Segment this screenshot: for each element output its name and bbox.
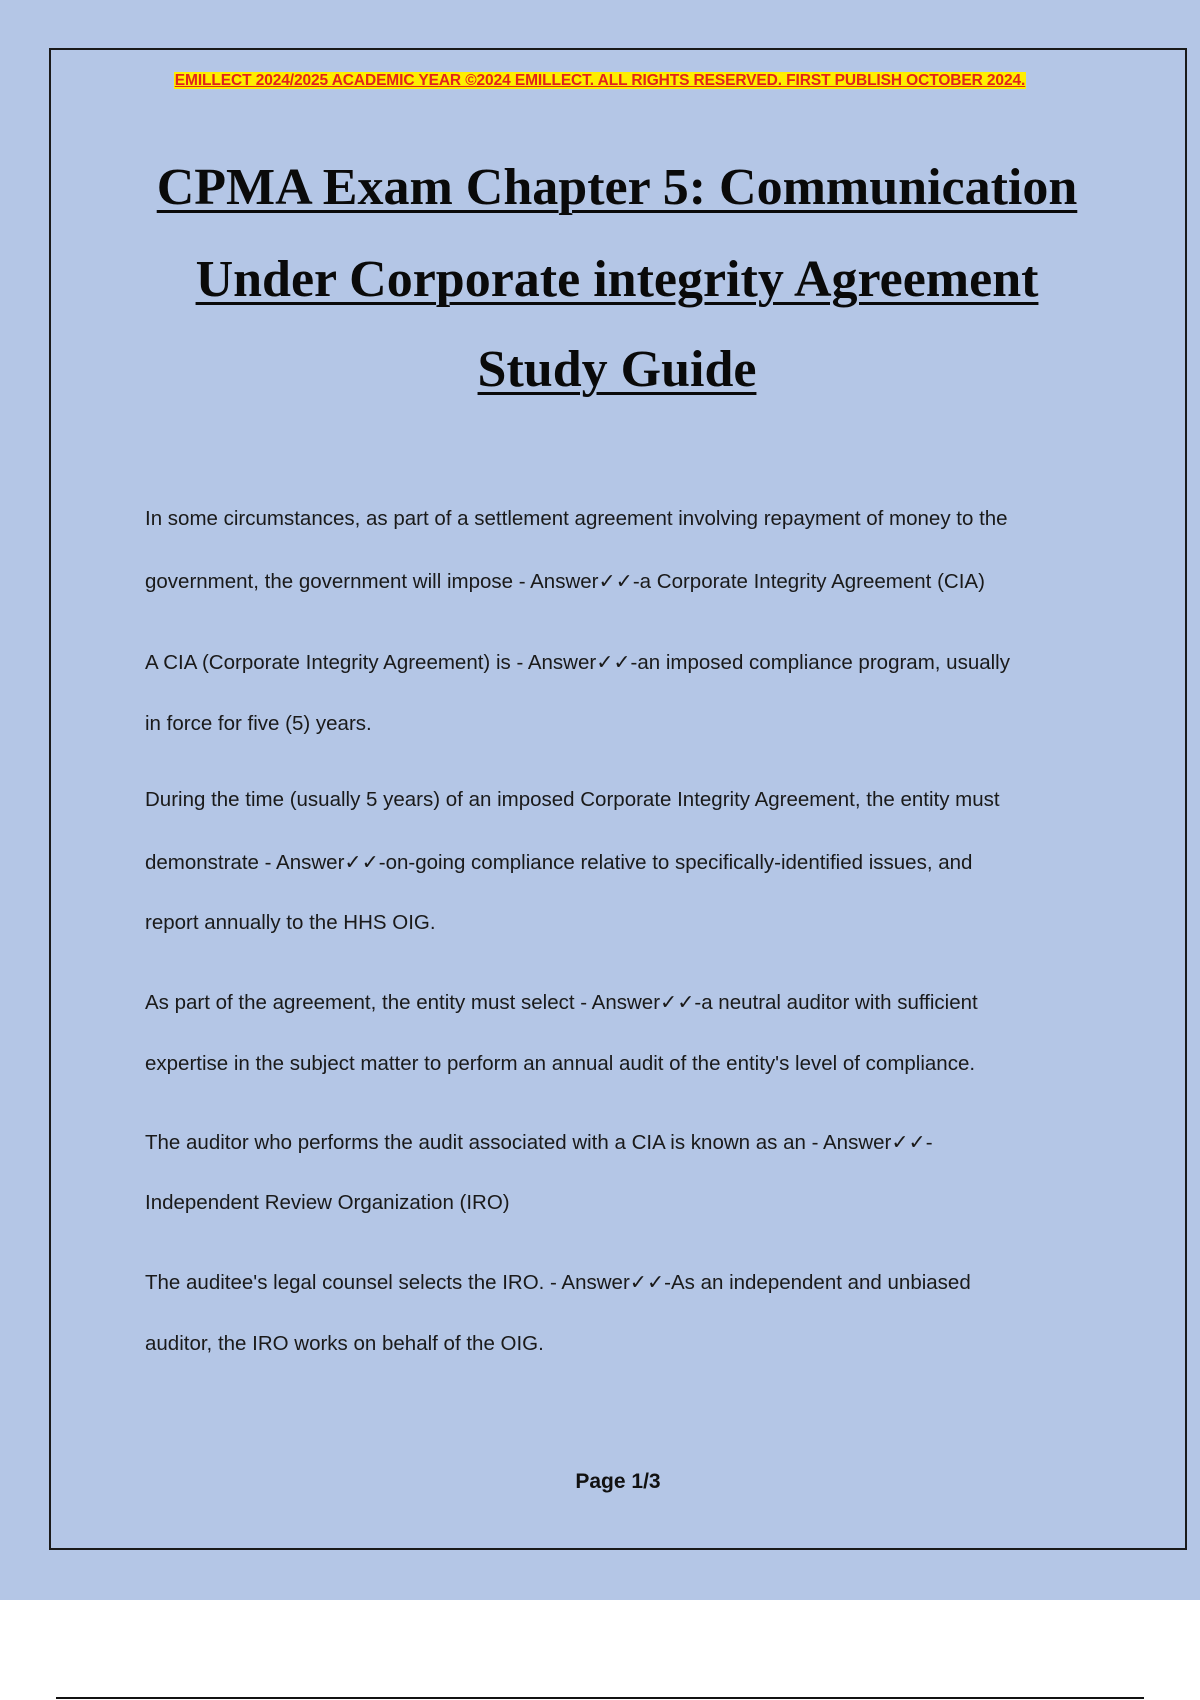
qa-3-line-3: report annually to the HHS OIG. (145, 911, 436, 934)
qa-4-line-2: expertise in the subject matter to perform an annual audit of the entity's level of compliance. (145, 1052, 976, 1075)
qa-3-line-2: demonstrate - Answer✓✓-on-going compliance relative to specifically-identified issues, and (145, 851, 973, 874)
qa-5-line-1: The auditor who performs the audit associated with a CIA is known as an - Answer✓✓- (145, 1131, 933, 1154)
qa-3-line-1: During the time (usually 5 years) of an imposed Corporate Integrity Agreement, the entity must (145, 788, 1000, 811)
page-number: Page 1/3 (575, 1470, 661, 1493)
qa-2-line-2: in force for five (5) years. (145, 712, 372, 735)
document-title-line-2: Under Corporate integrity Agreement (195, 251, 1039, 308)
qa-4-line-1: As part of the agreement, the entity must select - Answer✓✓-a neutral auditor with sufficient (145, 991, 978, 1014)
copyright-banner (0, 72, 1200, 90)
qa-1-line-2: government, the government will impose - Answer✓✓-a Corporate Integrity Agreement (CIA) (145, 570, 985, 593)
document-title-line-3: Study Guide (477, 341, 757, 398)
qa-6-line-1: The auditee's legal counsel selects the IRO. - Answer✓✓-As an independent and unbiased (145, 1271, 971, 1294)
qa-5-line-2: Independent Review Organization (IRO) (145, 1191, 510, 1214)
bottom-divider (56, 1697, 1144, 1699)
qa-1-line-1: In some circumstances, as part of a settlement agreement involving repayment of money to the (145, 507, 1008, 530)
copyright-banner-text: EMILLECT 2024/2025 ACADEMIC YEAR ©2024 EMILLECT. ALL RIGHTS RESERVED. FIRST PUBLISH OCTOBER 2024. (174, 72, 1026, 89)
qa-6-line-2: auditor, the IRO works on behalf of the OIG. (145, 1332, 544, 1355)
qa-2-line-1: A CIA (Corporate Integrity Agreement) is - Answer✓✓-an imposed compliance program, usually (145, 651, 1010, 674)
document-title-line-1: CPMA Exam Chapter 5: Communication (156, 159, 1078, 216)
